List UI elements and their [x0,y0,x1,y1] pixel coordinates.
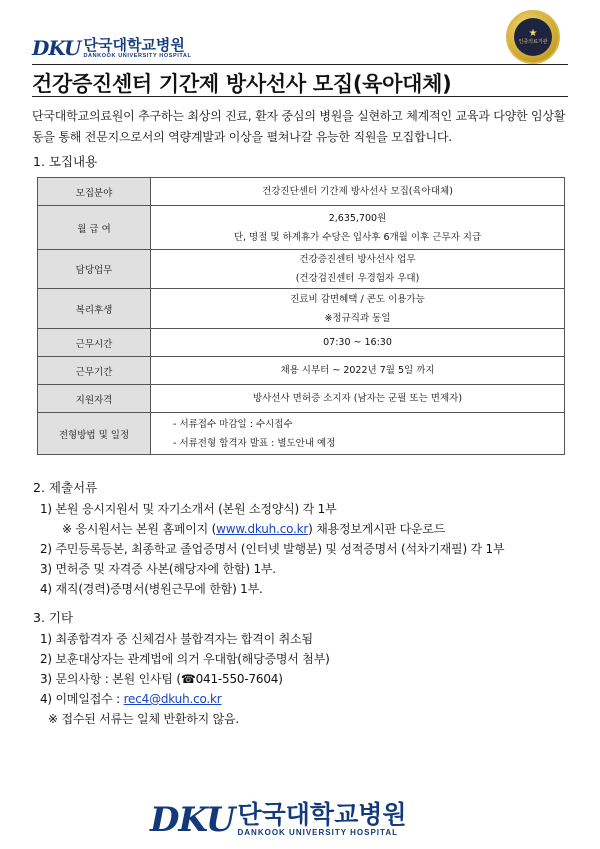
table-row-value [151,178,565,206]
table-row-value [151,357,565,385]
table-row [38,329,565,357]
title-bottom-rule [32,96,568,97]
table-row-label: 근무기간 [38,357,151,385]
table-row-value [151,289,565,329]
table-row-label: 복리후생 [38,289,151,329]
table-cell-line: 건강진단센터 기간제 방사선사 모집(육아대체) [262,186,453,197]
table-cell-line: 진료비 감면혜택 / 콘도 이용가능 [290,293,425,305]
table-row [38,289,565,329]
documents-item-3: 3) 면허증 및 자격증 사본(해당자에 한함) 1부. [40,562,276,576]
table-row-value [151,206,565,250]
table-row-value [151,413,565,455]
certification-badge-icon: ★ 인증의료기관 [506,10,560,64]
table-row-value [151,329,565,357]
table-cell-line: - 서류전형 합격자 발표 : 별도안내 예정 [173,437,336,449]
intro-paragraph: 단국대학교의료원이 추구하는 최상의 진료, 환자 중심의 병원을 실현하고 체계적인 교육과 다양한 임상활동을 통해 전문지으로서의 역량계발과 이상을 펼쳐나갈 유능한 직원을 모집합니다. [32,109,566,144]
table-row-label: 월 급 여 [38,206,151,250]
table-cell-line: ※정규직과 동일 [324,312,391,324]
other-note: ※ 접수된 서류는 일체 반환하지 않음. [48,712,240,726]
table-cell-line: 채용 시부터 ~ 2022년 7월 5일 까지 [280,365,435,376]
table-row [38,178,565,206]
documents-item-2: 2) 주민등록등본, 최종학교 졸업증명서 (인터넷 발행분) 및 성적증명서 (석차기재필) 각 1부 [40,542,505,556]
table-row-label: 근무시간 [38,329,151,357]
table-row [38,385,565,413]
table-cell-line: (건강검진센터 우경험자 우대) [295,273,420,284]
table-cell-line: 07:30 ~ 16:30 [323,337,392,348]
footer-logo-mark: DKU [150,800,235,840]
section-heading-recruitment: 1. 모집내용 [33,154,98,169]
logo-korean-name: 단국대학교병원 [83,35,185,54]
table-row-value [151,385,565,413]
logo-mark: DKU [32,36,81,60]
footer-hospital-logo [150,800,407,840]
email-link[interactable]: rec4@dkuh.co.kr [123,692,222,706]
documents-item-1: 1) 본원 응시지원서 및 자기소개서 (본원 소정양식) 각 1부 [40,502,337,516]
table-cell-line: - 서류접수 마감일 : 수시접수 [173,418,293,430]
table-cell-line: 단, 명절 및 하계휴가 수당은 입사후 6개월 이후 근무자 지급 [233,231,482,243]
table-row-label: 모집분야 [38,178,151,206]
table-row [38,206,565,250]
other-item-3: 3) 문의사항 : 본원 인사팀 (☎041-550-7604) [40,672,283,686]
logo-english-name: DANKOOK UNIVERSITY HOSPITAL [83,52,192,59]
other-item-1: 1) 최종합격자 중 신체검사 불합격자는 합격이 취소됨 [40,632,313,646]
homepage-link[interactable]: www.dkuh.co.kr [216,522,309,536]
table-row [38,413,565,455]
table-row-value [151,250,565,289]
table-row-label: 지원자격 [38,385,151,413]
table-row-label: 담당업무 [38,250,151,289]
hospital-logo [32,36,191,60]
page-title: 건강증진센터 기간제 방사선사 모집(육아대체) [32,72,452,96]
documents-note: ※ 응시원서는 본원 홈페이지 (www.dkuh.co.kr) 채용정보게시판 다운로드 [62,522,446,536]
recruitment-table [37,177,565,455]
footer-logo-english-name: DANKOOK UNIVERSITY HOSPITAL [237,828,398,837]
table-row [38,357,565,385]
badge-text: 인증의료기관 [518,39,548,45]
table-row [38,250,565,289]
section-heading-documents: 2. 제출서류 [33,480,98,495]
other-item-4: 4) 이메일접수 : rec4@dkuh.co.kr [40,692,222,706]
title-top-rule [32,64,568,65]
table-cell-line: 방사선사 면허증 소지자 (남자는 군필 또는 면제자) [252,393,463,404]
footer-logo-korean-name: 단국대학교병원 [237,800,407,829]
table-cell-line: 건강증진센터 방사선사 업무 [299,254,416,265]
other-item-2: 2) 보훈대상자는 관계법에 의거 우대함(해당증명서 첨부) [40,652,330,666]
section-heading-other: 3. 기타 [33,610,74,625]
table-cell-line: 2,635,700원 [328,212,387,224]
table-row-label: 전형방법 및 일정 [38,413,151,455]
documents-item-4: 4) 재직(경력)증명서(병원근무에 한함) 1부. [40,582,263,596]
